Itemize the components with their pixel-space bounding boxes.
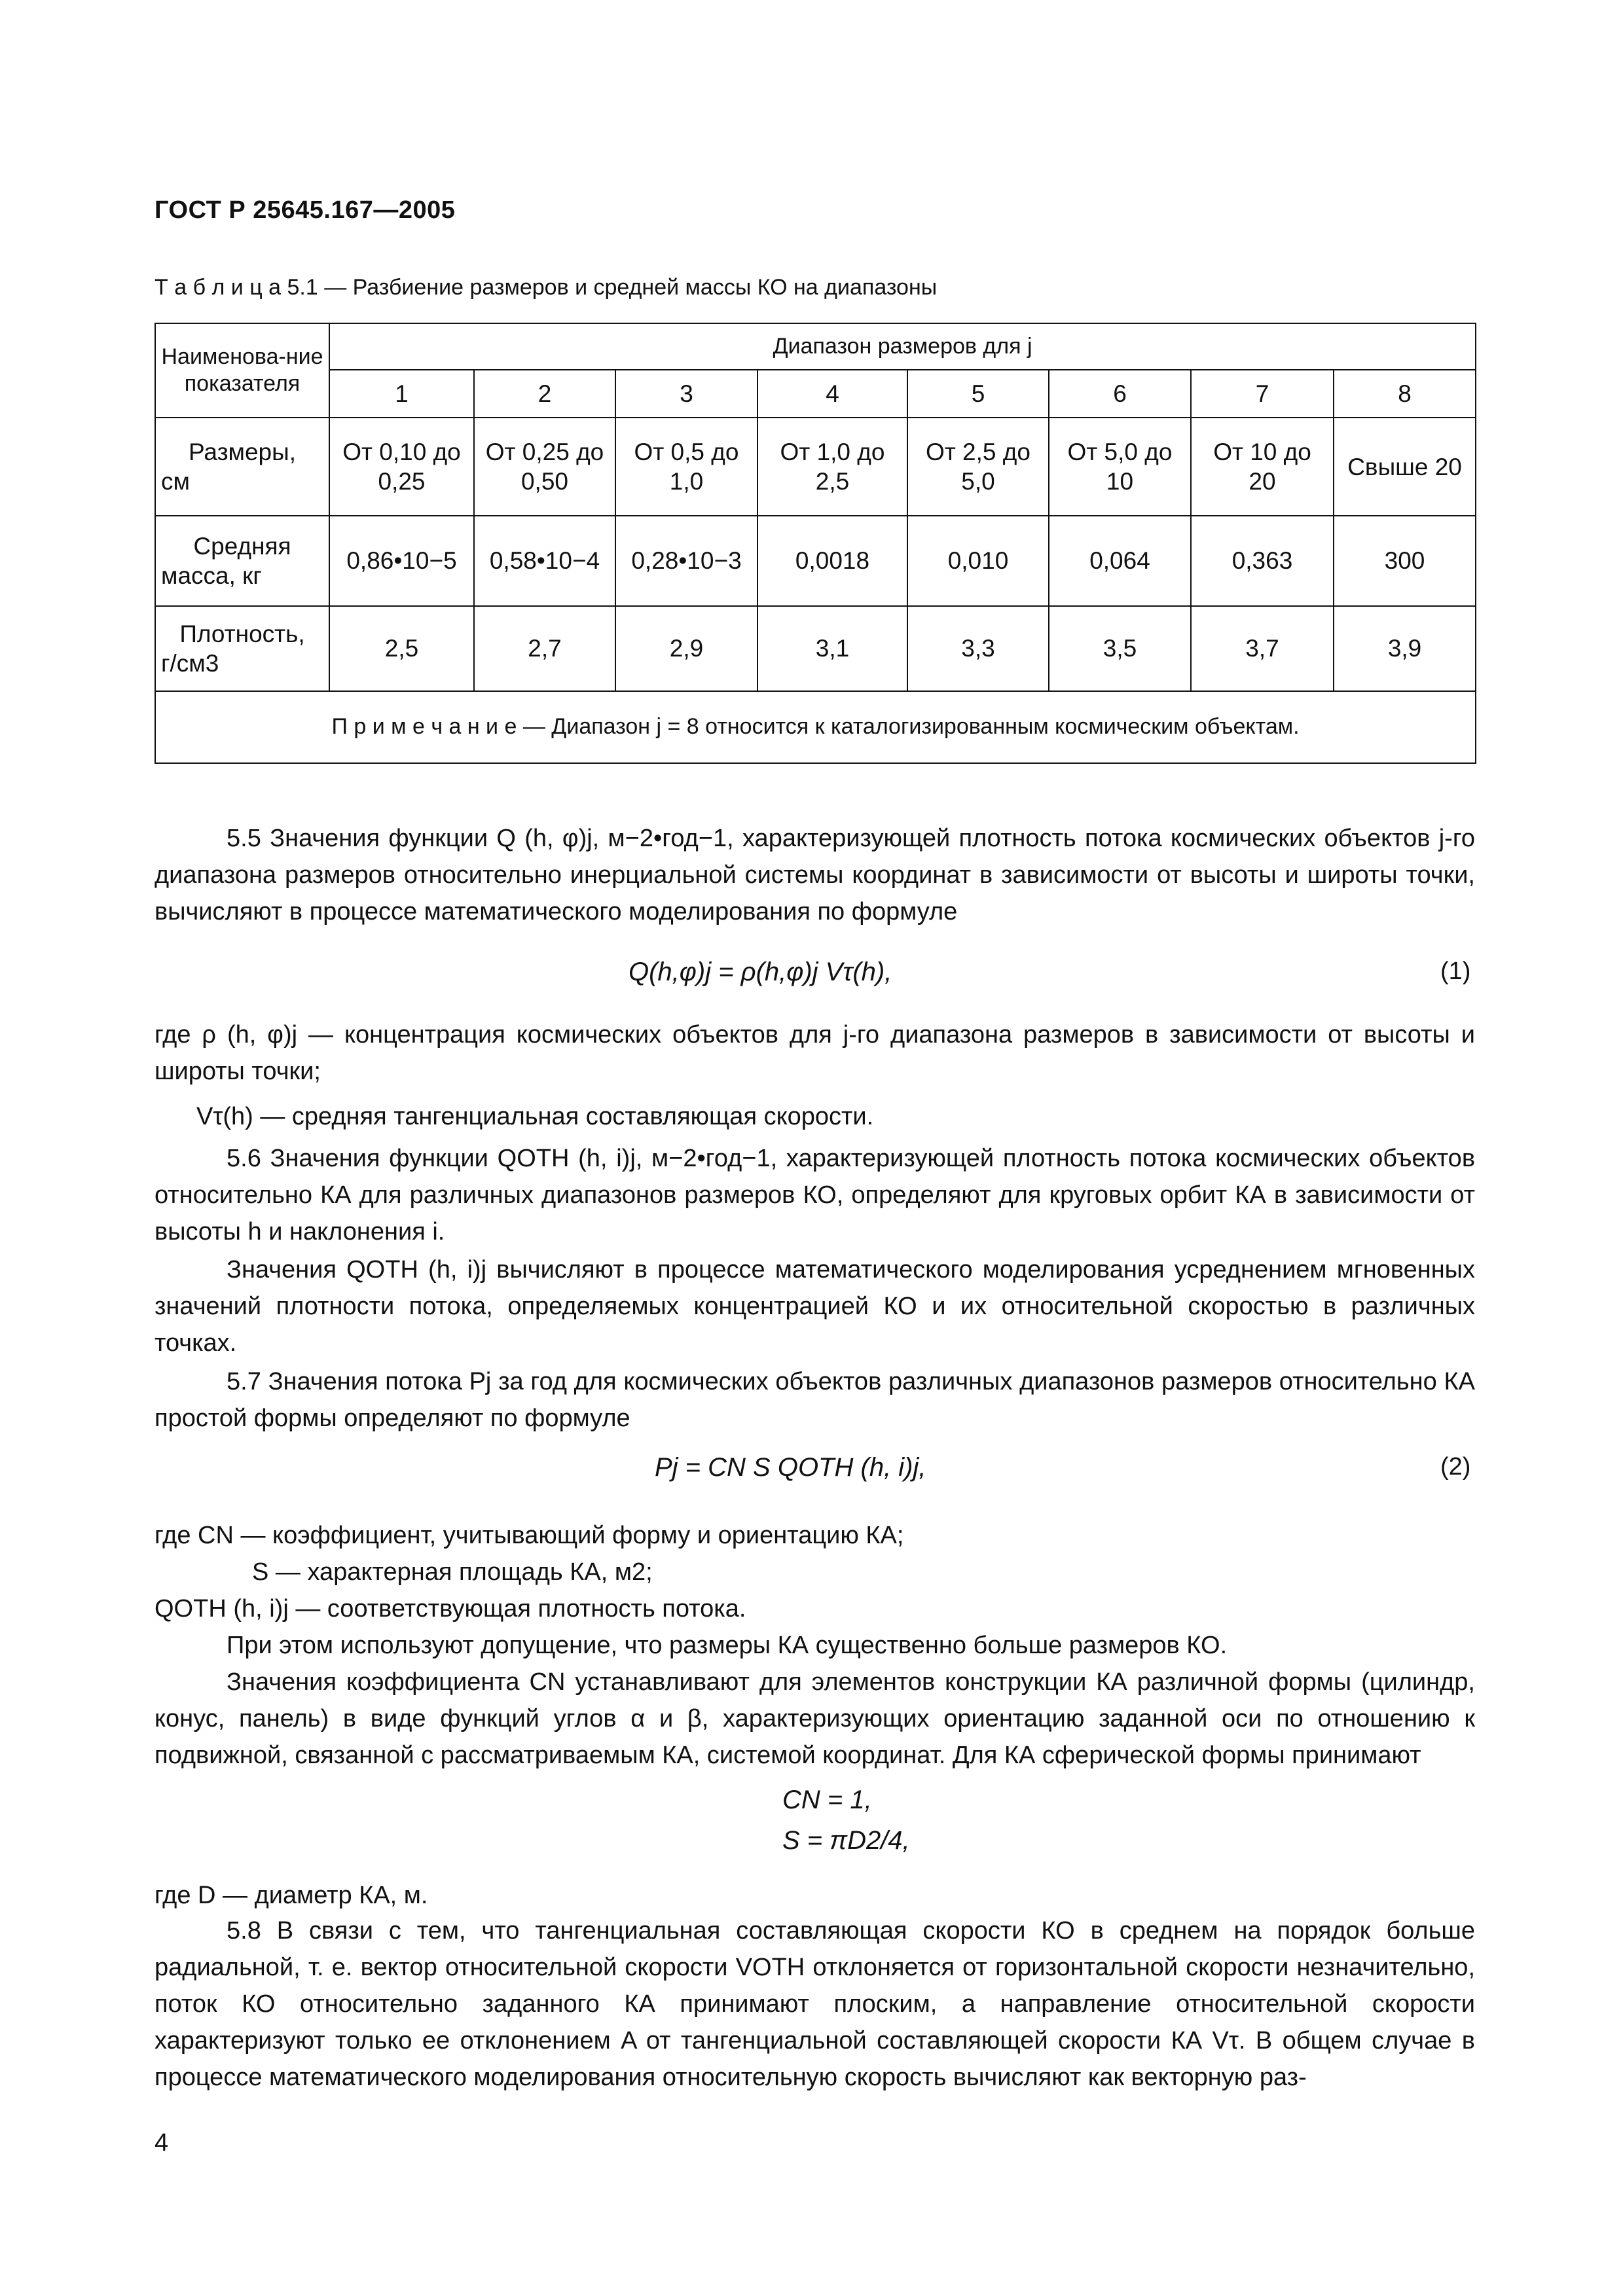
table-cell: От 0,25 до 0,50 — [474, 418, 615, 516]
formula-1-where-a: где ρ (h, φ)j — концентрация космических объектов для j-го диапазона размеров в зависимости от высоты и широты точки; — [155, 1021, 1475, 1085]
section-5-5: 5.5 Значения функции Q (h, φ)j, м−2•год−1, характеризующей плотность потока космических объектов j-го диапазона размеров относительно инерциальной системы координат в зависимости от высоты и широты точки, вычисляют в процессе математического моделирования по формуле — [155, 825, 1475, 925]
section-5-8: 5.8 В связи с тем, что тангенциальная составляющая скорости КО в среднем на порядок больше радиальной, т. е. вектор относительной скорости VОТН отклоняется от горизонтальной скорости незначительно, поток КО относительно заданного КА принимают плоским, а направление относительной скорости характеризуют только ее отклонением A от тангенциальной составляющей скорости КА Vτ. В общем случае в процессе математического моделирования относительную скорость вычисляют как векторную раз- — [155, 1917, 1475, 2091]
table-caption-prefix: Т а б л и ц а 5.1 — [155, 275, 318, 300]
range-group-header: Диапазон размеров для j — [329, 323, 1476, 370]
range-header: 7 — [1191, 370, 1334, 418]
page-number: 4 — [155, 2129, 169, 2157]
table-note: П р и м е ч а н и е — Диапазон j = 8 относится к каталогизированным космическим объектам. — [155, 691, 1476, 763]
table-cell: От 10 до 20 — [1191, 418, 1334, 516]
table-cell: От 0,10 до 0,25 — [329, 418, 474, 516]
section-5-7-c: Значения коэффициента CN устанавливают для элементов конструкции КА различной формы (цилиндр, конус, панель) в виде функций углов α и β, характеризующих ориентацию заданной оси по отношению к подвижной, связанной с рассматриваемым КА, системой координат. Для КА сферической формы принимают — [155, 1668, 1475, 1769]
formula-where-d: где D — диаметр КА, м. — [155, 1882, 428, 1909]
row-label: Средняя масса, кг — [155, 516, 329, 605]
range-header: 3 — [615, 370, 757, 418]
formula-2-where-a: где CN — коэффициент, учитывающий форму и ориентацию КА; — [155, 1522, 904, 1549]
size-ranges-table — [155, 323, 1476, 764]
table-row — [155, 516, 1476, 605]
formula-1-number: (1) — [1440, 958, 1471, 985]
table-cell: 3,7 — [1191, 606, 1334, 691]
table-cell: 0,064 — [1049, 516, 1191, 605]
table-cell: 2,5 — [329, 606, 474, 691]
table-cell: Свыше 20 — [1334, 418, 1476, 516]
formula-4: S = πD2/4, — [782, 1826, 910, 1855]
table-cell: 0,0018 — [757, 516, 907, 605]
table-row — [155, 418, 1476, 516]
section-5-7-b: При этом используют допущение, что размеры КА существенно больше размеров КО. — [227, 1632, 1228, 1659]
row-label: Плотность, г/см3 — [155, 606, 329, 691]
table-cell: От 1,0 до 2,5 — [757, 418, 907, 516]
table-cell: От 5,0 до 10 — [1049, 418, 1191, 516]
table-row — [155, 606, 1476, 691]
formula-1: Q(h,φ)j = ρ(h,φ)j Vτ(h), — [629, 958, 892, 986]
table-cell: 0,010 — [907, 516, 1049, 605]
section-5-7: 5.7 Значения потока Pj за год для космических объектов различных диапазонов размеров относительно КА простой формы определяют по формуле — [155, 1368, 1475, 1432]
table-caption — [155, 275, 937, 300]
table-cell: От 0,5 до 1,0 — [615, 418, 757, 516]
table-cell: 3,3 — [907, 606, 1049, 691]
row-label: Размеры, см — [155, 418, 329, 516]
table-cell: 0,86•10−5 — [329, 516, 474, 605]
table-cell: От 2,5 до 5,0 — [907, 418, 1049, 516]
range-header: 4 — [757, 370, 907, 418]
table-cell: 0,363 — [1191, 516, 1334, 605]
table-cell: 3,1 — [757, 606, 907, 691]
table-cell: 2,9 — [615, 606, 757, 691]
table-cell: 300 — [1334, 516, 1476, 605]
formula-2-where-b: S — характерная площадь КА, м2; — [252, 1558, 653, 1586]
document-code: ГОСТ Р 25645.167—2005 — [155, 196, 456, 224]
formula-2-where-c: QОТН (h, i)j — соответствующая плотность потока. — [155, 1595, 746, 1623]
formula-2: Pj = CN S QОТН (h, i)j, — [655, 1453, 926, 1482]
range-header: 8 — [1334, 370, 1476, 418]
section-5-6: 5.6 Значения функции QОТН (h, i)j, м−2•год−1, характеризующей плотность потока космических объектов относительно КА для различных диапазонов размеров КО, определяют для круговых орбит КА в зависимости от высоты h и наклонения i. — [155, 1145, 1475, 1246]
table-cell: 0,28•10−3 — [615, 516, 757, 605]
range-header: 1 — [329, 370, 474, 418]
col0-header: Наименова-ние показателя — [155, 323, 329, 418]
table-caption-text: — Разбиение размеров и средней массы КО на диапазоны — [318, 275, 938, 300]
range-header: 6 — [1049, 370, 1191, 418]
formula-1-where-b: Vτ(h) — средняя тангенциальная составляющая скорости. — [196, 1103, 874, 1130]
table-cell: 3,9 — [1334, 606, 1476, 691]
range-header: 5 — [907, 370, 1049, 418]
formula-2-number: (2) — [1440, 1453, 1471, 1480]
table-cell: 2,7 — [474, 606, 615, 691]
section-5-6-b: Значения QОТН (h, i)j вычисляют в процессе математического моделирования усреднением мгновенных значений плотности потока, определяемых концентрацией КО и их относительной скоростью в различных точках. — [155, 1256, 1475, 1357]
range-header: 2 — [474, 370, 615, 418]
table-cell: 3,5 — [1049, 606, 1191, 691]
table-cell: 0,58•10−4 — [474, 516, 615, 605]
formula-3: CN = 1, — [782, 1785, 872, 1814]
